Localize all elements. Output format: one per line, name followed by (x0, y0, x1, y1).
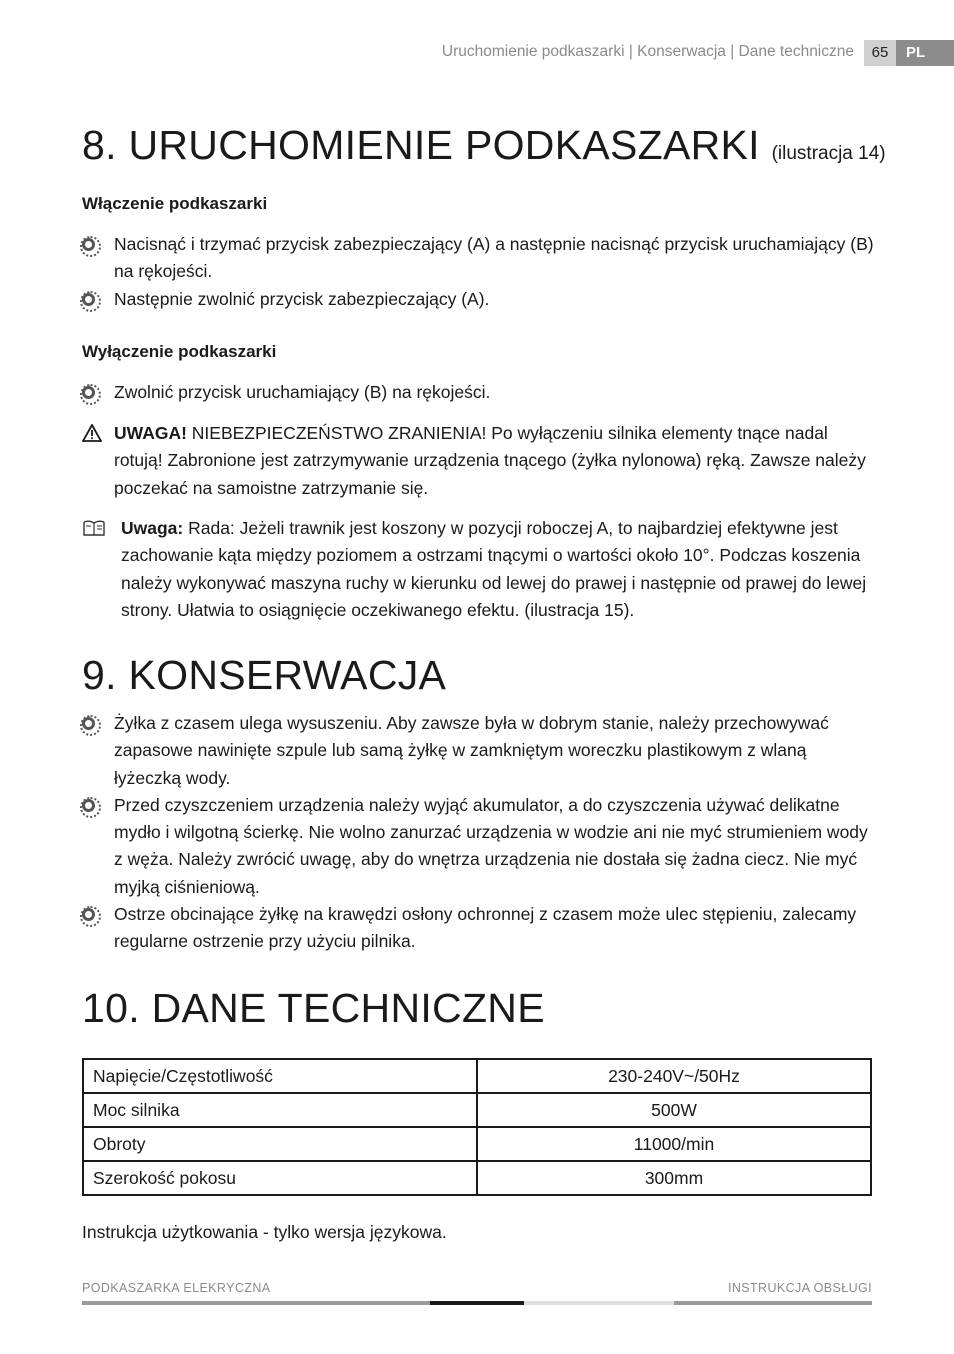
switch-on-list (82, 231, 874, 313)
table-cell-label: Napięcie/Częstotliwość (83, 1059, 477, 1093)
warning-text (114, 420, 874, 502)
table-row (83, 1161, 871, 1195)
switch-on-heading: Włączenie podkaszarki (82, 194, 268, 213)
footer-divider-accent (430, 1301, 524, 1305)
switch-off-heading: Wyłączenie podkaszarki (82, 342, 277, 361)
list-item (82, 286, 874, 313)
tip-note (82, 515, 874, 624)
list-item (82, 231, 874, 286)
list-item (82, 710, 874, 792)
list-item-text: Zwolnić przycisk uruchamiający (B) na rękojeści. (114, 382, 491, 402)
footer-divider-right (674, 1301, 872, 1305)
table-cell-label: Moc silnika (83, 1093, 477, 1127)
list-item-text: Nacisnąć i trzymać przycisk zabezpieczający (A) a następnie nacisnąć przycisk uruchamiający (B) na rękojeści. (114, 234, 874, 282)
table-row (83, 1127, 871, 1161)
gear-bullet-icon (82, 386, 95, 399)
table-cell-label: Szerokość pokosu (83, 1161, 477, 1195)
book-icon (82, 518, 106, 545)
language-badge: PL (896, 40, 954, 66)
warning-triangle-icon (82, 423, 102, 450)
warning-note (82, 420, 874, 502)
warning-body: NIEBEZPIECZEŃSTWO ZRANIENIA! Po wyłączeniu silnika elementy tnące nadal rotują! Zabronione jest zatrzymywanie urządzenia tnącego (żyłka nylonowa) ręką. Zawsze należy poczekać na samoistne zatrzymanie się. (114, 423, 866, 498)
gear-bullet-icon (82, 799, 95, 812)
tip-text (121, 515, 874, 624)
list-item (82, 379, 874, 406)
running-title: Uruchomienie podkaszarki | Konserwacja | Dane techniczne (441, 43, 854, 60)
list-item-text: Następnie zwolnić przycisk zabezpieczający (A). (114, 288, 490, 309)
table-row (83, 1059, 871, 1093)
table-cell-value: 230-240V~/50Hz (477, 1059, 871, 1093)
section-9-title: 9. KONSERWACJA (82, 652, 447, 698)
gear-bullet-icon (82, 717, 95, 730)
list-item (82, 792, 874, 901)
footer-product-name: PODKASZARKA ELEKRYCZNA (82, 1281, 271, 1295)
technical-data-table (82, 1058, 872, 1196)
table-row (83, 1093, 871, 1127)
table-cell-value: 500W (477, 1093, 871, 1127)
tip-label: Uwaga: (121, 518, 184, 538)
gear-bullet-icon (82, 908, 95, 921)
list-item-text: Żyłka z czasem ulega wysuszeniu. Aby zawsze była w dobrym stanie, należy przechowywać zapasowe nawinięte szpule lub samą żyłkę w zamkniętym woreczku plastikowym z wlaną łyżeczką wody. (114, 713, 829, 788)
footer-divider-left (82, 1301, 430, 1305)
page-header (0, 40, 954, 66)
warning-label: UWAGA! (114, 423, 187, 443)
section-10-title: 10. DANE TECHNICZNE (82, 985, 545, 1031)
page-number: 65 (864, 40, 896, 66)
gear-bullet-icon (82, 238, 95, 251)
list-item-text: Przed czyszczeniem urządzenia należy wyjąć akumulator, a do czyszczenia używać delikatne mydło i wilgotną ścierkę. Nie wolno zanurzać urządzenia w wodzie ani nie myć strumieniem wody z węża. Należy zwrócić uwagę, aby do wnętrza urządzenia nie dostała się żadna ciecz. Nie myć myjką ciśnieniową. (114, 794, 868, 897)
switch-off-list (82, 379, 874, 406)
footer-document-name: INSTRUKCJA OBSŁUGI (727, 1281, 872, 1295)
table-cell-label: Obroty (83, 1127, 477, 1161)
section-8-title-note: (ilustracja 14) (771, 143, 886, 164)
table-cell-value: 300mm (477, 1161, 871, 1195)
table-cell-value: 11000/min (477, 1127, 871, 1161)
list-item (82, 901, 874, 956)
list-item-text: Ostrze obcinające żyłkę na krawędzi osłony ochronnej z czasem może ulec stępieniu, zalecamy regularne ostrzenie przy użyciu pilnika. (114, 904, 857, 952)
section-8-title-text: 8. URUCHOMIENIE PODKASZARKI (82, 122, 760, 168)
section-8-title (82, 122, 886, 169)
maintenance-list (82, 710, 874, 956)
language-footnote: Instrukcja użytkowania - tylko wersja językowa. (82, 1222, 447, 1242)
footer-divider-light (524, 1301, 674, 1305)
gear-bullet-icon (82, 293, 95, 306)
tip-body: Rada: Jeżeli trawnik jest koszony w pozycji roboczej A, to najbardziej efektywne jest zachowanie kąta między poziomem a ostrzami tnącymi o wartości około 10°. Podczas koszenia należy wykonywać maszyna ruchy w kierunku od lewej do prawej i następnie od prawej do lewej strony. Ułatwia to osiągnięcie oczekiwanego efektu. (ilustracja 15). (121, 518, 867, 620)
